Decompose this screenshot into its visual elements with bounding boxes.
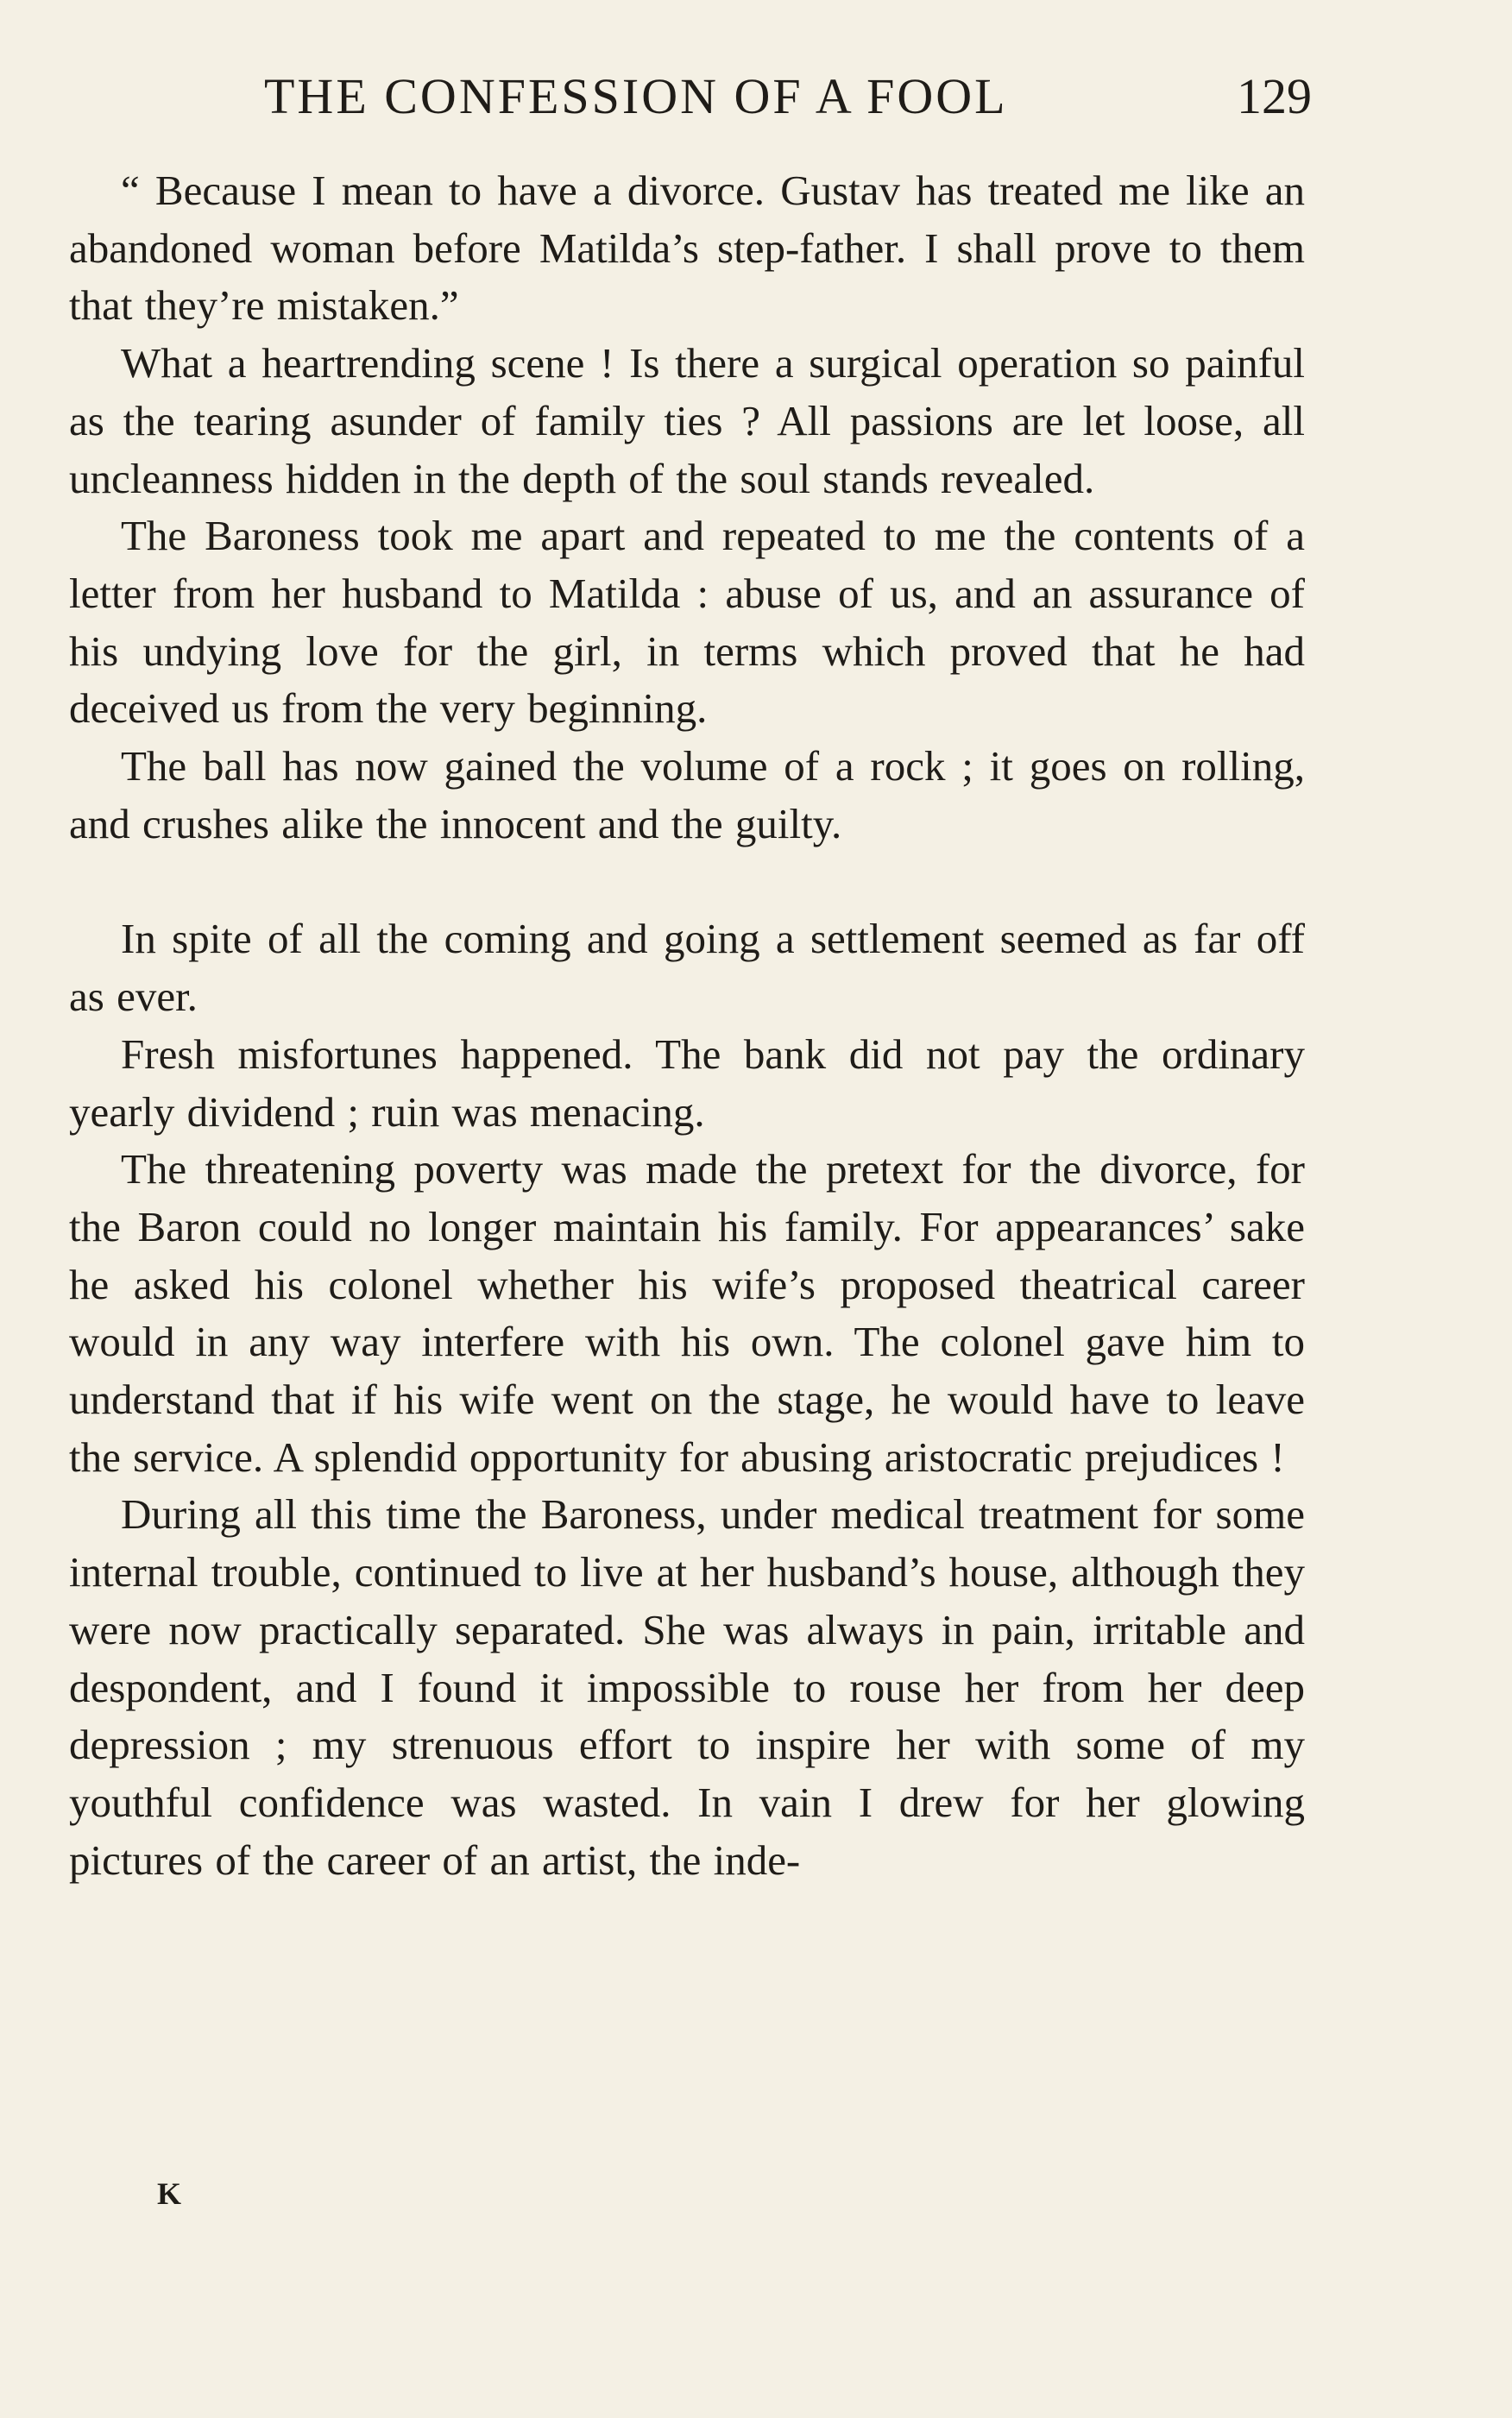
paragraph: The threatening poverty was made the pretext for the divorce, for the Baron could no longer maintain his family. For appearances’ sake he asked his colonel whether his wife’s proposed theatrical career would in any way interfere with his own. The colonel gave him to understand that if his wife went on the stage, he would have to leave the service. A splendid opportunity for abusing aristocratic prejudices ! [69,1145,1305,1481]
body-text [69,162,1305,1889]
paragraph: The ball has now gained the volume of a rock ; it goes on rolling, and crushes alike the innocent and the guilty. [69,742,1305,847]
paragraph: “ Because I mean to have a divorce. Gustav has treated me like an abandoned woman before Matilda’s step-father. I shall prove to them that they’re mistaken.” [69,167,1305,330]
running-head [69,62,1312,131]
paragraph: Fresh misfortunes happened. The bank did not pay the ordinary yearly dividend ; ruin was menacing. [69,1030,1305,1136]
paragraph: In spite of all the coming and going a settlement seemed as far off as ever. [69,915,1305,1021]
page-number: 129 [1237,68,1312,124]
paragraph: During all this time the Baroness, under medical treatment for some internal trouble, continued to live at her husband’s house, although they were now practically separated. She was always in pain, irritable and despondent, and I found it impossible to rouse her from her deep depression ; my strenuous effort to inspire her with some of my youthful confidence was wasted. In vain I drew for her glowing pictures of the career of an artist, the inde- [69,1490,1305,1884]
running-title: THE CONFESSION OF A FOOL [264,68,1008,124]
signature-mark: K [157,2176,183,2211]
paragraph: The Baroness took me apart and repeated to me the contents of a letter from her husband to Matilda : abuse of us, and an assurance of his undying love for the girl, in terms which proved that he had deceived us from the very beginning. [69,512,1305,733]
paragraph: What a heartrending scene ! Is there a surgical operation so painful as the tearing asunder of family ties ? All passions are let loose, all uncleanness hidden in the depth of the soul stands revealed. [69,339,1305,502]
section-break [69,853,1305,910]
